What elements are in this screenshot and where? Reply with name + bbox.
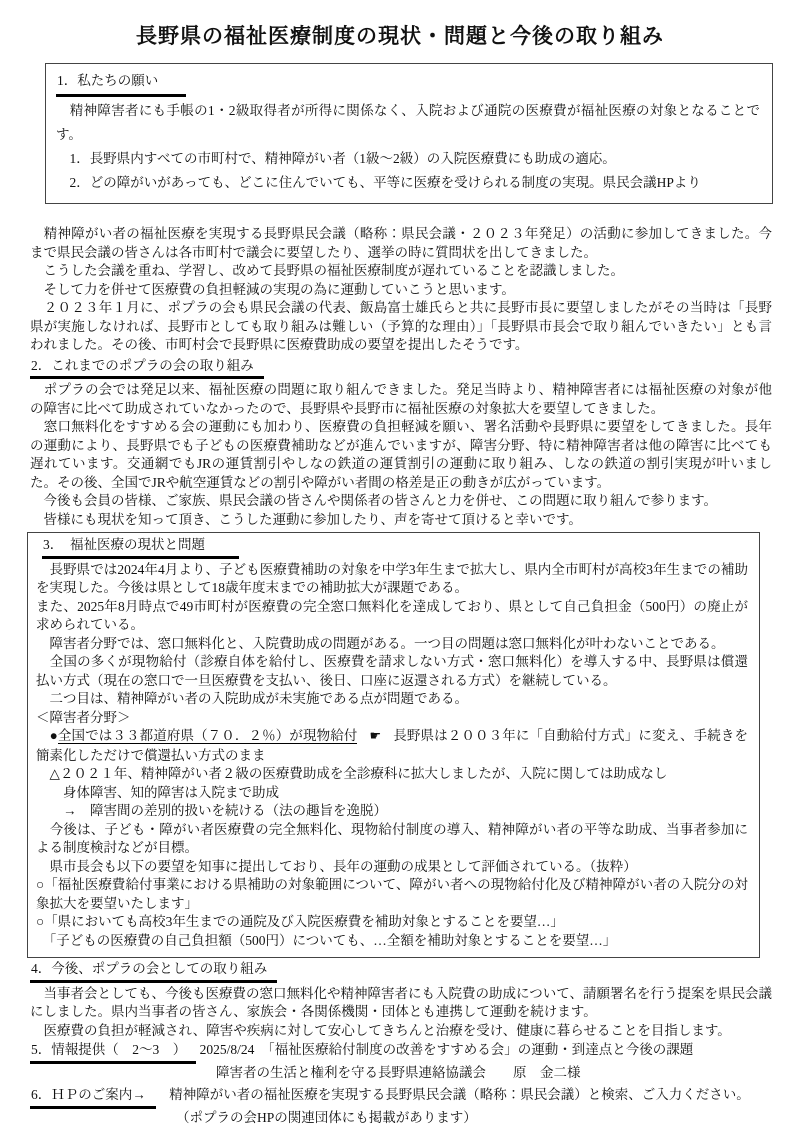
section5-title-rest: 2025/8/24 「福祉医療給付制度の改善をすすめる会」の運動・到達点と今後の課題: [196, 1042, 694, 1057]
section4: [30, 960, 772, 1040]
section3-quote: ○「福祉医療費給付事業における県補助の対象範囲について、障がい者への現物給付化及び精神障がい者の入院分の対象拡大を要望いたします」: [36, 877, 748, 911]
section2-paragraph: ポプラの会では発足以来、福祉医療の問題に取り組んできました。発足当時より、精神障害者には福祉医療の対象が他の障害に比べて助成されていなかったので、長野県や長野市に福祉医療の対象拡大を要望してきました。: [30, 382, 772, 416]
intro-paragraph: そして力を併せて医療費の負担軽減の実現の為に運動していこうと思います。: [30, 281, 515, 297]
section3-quote: ○「県においても高校3年生までの通院及び入院医療費を補助対象とすることを要望…」: [36, 914, 564, 929]
section1-heading: 1．私たちの願い: [56, 69, 186, 97]
wish-box-body: 精神障害者にも手帳の1・2級取得者が所得に関係なく、入院および通院の医療費が福祉医療の対象となることです。: [56, 103, 760, 142]
bullet-underlined-fact: 全国では３３都道府県（７０．２％）が現物給付: [57, 728, 358, 743]
section6-title-line: [30, 1086, 772, 1109]
section2-heading-row: [30, 357, 772, 380]
intro-section: [30, 225, 772, 355]
section2-paragraph: 皆様にも現状を知って頂き、こうした運動に参加したり、声を寄せて頂けると幸いです。: [30, 511, 582, 527]
section6-rest: 精神障がい者の福祉医療を実現する長野県民会議（略称：県民会議）と検索、ご入力ください。: [155, 1087, 750, 1102]
section3-paragraph: → 障害間の差別的扱いを続ける（法の趣旨を逸脱）: [36, 803, 387, 818]
section3-bullet-line: [36, 727, 748, 765]
section1-heading-row: [56, 69, 760, 97]
section2-paragraph: 窓口無料化をすすめる会の運動にも加わり、医療費の負担軽減を願い、署名活動や長野県に要望をしてきました。長年の運動により、長野県でも子どもの医療費補助などが進んでいますが、障害分野、特に精神障害者は他の障害に比べても遅れています。交通網でもJRの運賃割引やしなの鉄道の運賃割引の運動に取り組み、しなの鉄道の割引実現が叶いました。その後、全国でJRや航空運賃などの割引や障がい者間の格差是正の動きが広がっています。: [30, 419, 772, 490]
intro-paragraph: ２０２３年１月に、ポプラの会も県民会議の代表、飯島富士雄氏らと共に長野市長に要望しましたがその当時は「長野県が実施しなければ、長野市としても取り組みは難しい（予算的な理由）」「長野県市長会で取り組んでいきたい」とも言われました。その後、市町村会で長野県に医療費助成の要望を提出したそうです。: [30, 300, 772, 352]
section3-paragraph: △２０２１年、精神障がい者２級の医療費助成を全診療科に拡大しましたが、入院に関しては助成なし: [36, 766, 668, 781]
section3-subheading-disability: ＜障害者分野＞: [36, 709, 131, 725]
section4-heading: 4．今後、ポプラの会としての取り組み: [30, 960, 277, 983]
section3-heading: 3． 福祉医療の現状と問題: [42, 536, 239, 559]
section5-title-line: [30, 1041, 772, 1064]
section2: [30, 357, 772, 530]
section3-paragraph: 障害者分野では、窓口無料化と、入院費助成の問題がある。一つ目の問題は窓口無料化が叶わないことである。: [36, 635, 725, 651]
section3-paragraph: 全国の多くが現物給付（診療自体を給付し、医療費を請求しない方式・窓口無料化）を導入する中、長野県は償還払い方式（現在の窓口で一旦医療費を支払い、後日、口座に返還される方式）を継続している。: [36, 654, 748, 688]
section4-paragraph: 当事者会としても、今後も医療費の窓口無料化や精神障害者にも入院費の助成について、請願署名を行う提案を県民会議にしました。県内当事者の皆さん、家族会・各関係機関・団体とも連携して運動を続けます。: [30, 985, 772, 1019]
bullet-rest-text: 長野県は２００３年に「自動給付方式」に変え、手続きを簡素化しただけで償還払い方式のまま: [36, 728, 749, 763]
section4-paragraph: 医療費の負担が軽減され、障害や疾病に対して安心してきちんと治療を受け、健康に暮らせることを目指します。: [30, 1022, 731, 1038]
wish-box-item-2: 2．どの障がいがあっても、どこに住んでいても、平等に医療を受けられる制度の実現。県民会議HPより: [56, 175, 701, 190]
section2-paragraph: 今後も会員の皆様、ご家族、県民会議の皆さんや関係者の皆さんと力を併せ、この問題に取り組んで参ります。: [30, 493, 718, 508]
section5: [30, 1041, 772, 1082]
section3-heading-row: [36, 536, 748, 559]
bullet-dot-icon: ●: [36, 728, 58, 743]
section3-paragraph: 今後は、子ども・障がい者医療費の完全無料化、現物給付制度の導入、精神障がい者の平等な助成、当事者参加による制度検討などが目標。: [36, 821, 748, 855]
section3-paragraph: また、2025年8月時点で49市町村が医療費の完全窓口無料化を達成しており、県として自己負担金（500円）の廃止が求められている。: [36, 598, 748, 632]
intro-paragraph: こうした会議を重ね、学習し、改めて長野県の福祉医療制度が遅れていることを認識しました。: [30, 263, 624, 278]
section6-heading: 6．ＨＰのご案内→: [30, 1086, 156, 1109]
section5-heading: 5．情報提供（ 2～3 ）: [30, 1041, 196, 1064]
wish-box: [45, 63, 773, 204]
intro-paragraph: 精神障がい者の福祉医療を実現する長野県民会議（略称：県民会議・２０２３年発足）の活動に参加してきました。今まで県民会議の皆さんは各市町村で議会に要望したり、選挙の時に質問状を出してきました。: [30, 226, 772, 260]
section3-paragraph: 長野県では2024年4月より、子ども医療費補助の対象を中学3年生まで拡大し、県内全市町村が高校3年生までの補助を実現した。今後は県として18歳年度末までの補助拡大が課題である。: [36, 561, 748, 595]
section4-heading-row: [30, 960, 772, 983]
wish-box-item-1: 1．長野県内すべての市町村で、精神障がい者（1級～2級）の入院医療費にも助成の適応。: [56, 151, 616, 166]
section2-heading: 2．これまでのポプラの会の取り組み: [30, 357, 264, 380]
section3-paragraph: 身体障害、知的障害は入院まで助成: [36, 784, 279, 800]
section5-credit: 障害者の生活と権利を守る長野県連絡協議会 原 金二様: [216, 1064, 581, 1080]
section3-box: [27, 532, 760, 958]
section3-quote: 「子どもの医療費の自己負担額（500円）についても、…全額を補助対象とすることを要望…」: [36, 932, 617, 948]
section6-note: （ポプラの会HPの関連団体にも掲載があります）: [176, 1109, 477, 1125]
pointer-hand-icon: ☛: [369, 729, 382, 744]
page-title: 長野県の福祉医療制度の現状・問題と今後の取り組み: [136, 24, 664, 48]
section3-paragraph: 県市長会も以下の要望を知事に提出しており、長年の運動の成果として評価されている。（抜粋）: [36, 858, 637, 874]
section6: [30, 1086, 772, 1127]
section3-paragraph: 二つ目は、精神障がい者の入院助成が未実施である点が問題である。: [36, 691, 468, 706]
